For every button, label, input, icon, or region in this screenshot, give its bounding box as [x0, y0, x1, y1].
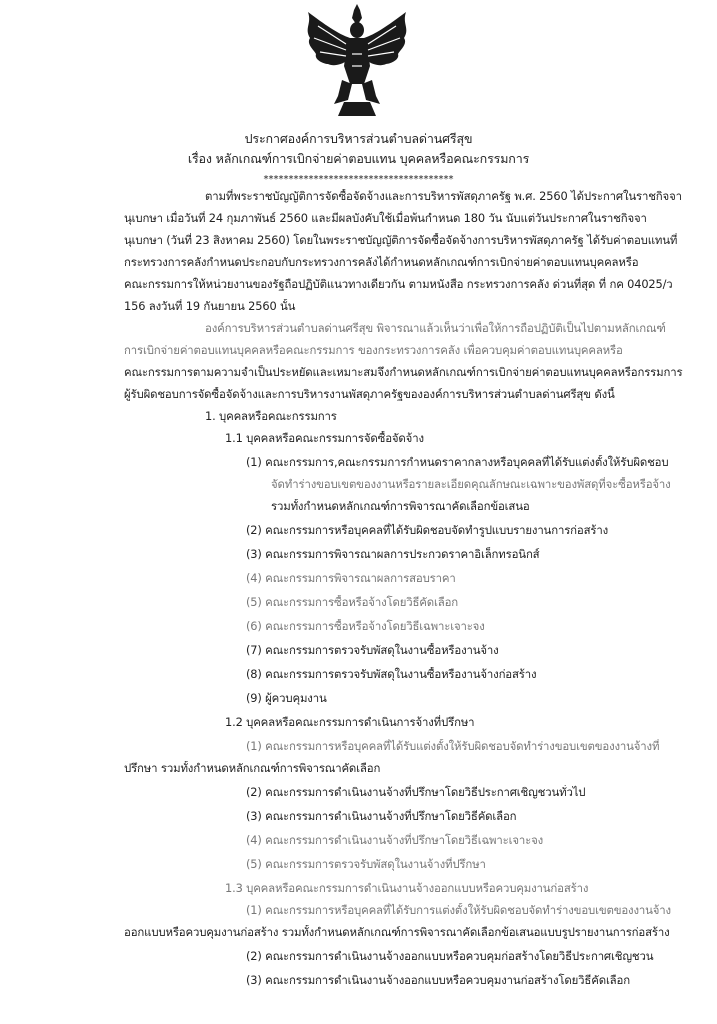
paragraph-2-line: ผู้รับผิดชอบการจัดซื้อจัดจ้างและการบริหารงานพัสดุภาครัฐขององค์การบริหารส่วนตำบลด่านศรีสุข ดังนี้ — [124, 387, 615, 401]
paragraph-1-line: คณะกรรมการให้หน่วยงานของรัฐถือปฏิบัติแนวทางเดียวกัน ตามหนังสือ กระทรวงการคลัง ด่วนที่สุด ที่ กค 04025/ว — [124, 277, 673, 291]
list-item: (1) คณะกรรมการ,คณะกรรมการกำหนดราคากลางหรือบุคคลที่ได้รับแต่งตั้งให้รับผิดชอบ — [246, 455, 669, 469]
paragraph-2-line: คณะกรรมการตามความจำเป็นประหยัดและเหมาะสมจึงกำหนดหลักเกณฑ์การเบิกจ่ายค่าตอบแทนบุคคลหรือกรรมการ — [124, 365, 683, 379]
list-item: (5) คณะกรรมการซื้อหรือจ้างโดยวิธีคัดเลือก — [246, 595, 459, 609]
list-item: จัดทำร่างขอบเขตของงานหรือรายละเอียดคุณลักษณะเฉพาะของพัสดุที่จะซื้อหรือจ้าง — [271, 477, 671, 491]
list-item: ออกแบบหรือควบคุมงานก่อสร้าง รวมทั้งกำหนดหลักเกณฑ์การพิจารณาคัดเลือกข้อเสนอแบบรูปรายงานการก่อสร้าง — [124, 925, 670, 939]
list-item: (1) คณะกรรมการหรือบุคคลที่ได้รับแต่งตั้งให้รับผิดชอบจัดทำร่างขอบเขตของงานจ้างที่ — [246, 739, 660, 753]
paragraph-1-line: ตามที่พระราชบัญญัติการจัดซื้อจัดจ้างและการบริหารพัสดุภาครัฐ พ.ศ. 2560 ได้ประกาศในราชกิจจา — [205, 189, 682, 203]
header-subject: เรื่อง หลักเกณฑ์การเบิกจ่ายค่าตอบแทน บุคคลหรือคณะกรรมการ — [187, 151, 530, 166]
header-separator: ************************************** — [263, 174, 454, 185]
section-1-heading: 1. บุคคลหรือคณะกรรมการ — [205, 409, 337, 423]
paragraph-2-line: การเบิกจ่ายค่าตอบแทนบุคคลหรือคณะกรรมการ ของกระทรวงการคลัง เพื่อควบคุมค่าตอบแทนบุคคลหรือ — [124, 343, 623, 357]
paragraph-1-line: นุเบกษา (วันที่ 23 สิงหาคม 2560) โดยในพระราชบัญญัติการจัดซื้อจัดจ้างการบริหารพัสดุภาครัฐ ได้รับค่าตอบแทนที่ — [124, 233, 678, 247]
list-item: (5) คณะกรรมการตรวจรับพัสดุในงานจ้างที่ปรึกษา — [246, 857, 486, 871]
list-item: (2) คณะกรรมการดำเนินงานจ้างที่ปรึกษาโดยวิธีประกาศเชิญชวนทั่วไป — [246, 785, 586, 799]
list-item: (4) คณะกรรมการดำเนินงานจ้างที่ปรึกษาโดยวิธีเฉพาะเจาะจง — [246, 833, 544, 847]
list-item: (3) คณะกรรมการดำเนินงานจ้างออกแบบหรือควบคุมงานก่อสร้างโดยวิธีคัดเลือก — [246, 973, 630, 987]
list-item: (3) คณะกรรมการดำเนินงานจ้างที่ปรึกษาโดยวิธีคัดเลือก — [246, 809, 517, 823]
list-item: (2) คณะกรรมการหรือบุคคลที่ได้รับผิดชอบจัดทำรูปแบบรายงานการก่อสร้าง — [246, 523, 609, 537]
list-item: รวมทั้งกำหนดหลักเกณฑ์การพิจารณาคัดเลือกข้อเสนอ — [271, 499, 530, 513]
paragraph-2-line: องค์การบริหารส่วนตำบลด่านศรีสุข พิจารณาแล้วเห็นว่าเพื่อให้การถือปฏิบัติเป็นไปตามหลักเกณฑ์ — [205, 321, 666, 335]
section-1-3-heading: 1.3 บุคคลหรือคณะกรรมการดำเนินงานจ้างออกแบบหรือควบคุมงานก่อสร้าง — [225, 881, 589, 895]
list-item: ปรึกษา รวมทั้งกำหนดหลักเกณฑ์การพิจารณาคัดเลือก — [124, 761, 381, 775]
list-item: (4) คณะกรรมการพิจารณาผลการสอบราคา — [246, 571, 456, 585]
list-item: (6) คณะกรรมการซื้อหรือจ้างโดยวิธีเฉพาะเจาะจง — [246, 619, 485, 633]
list-item: (7) คณะกรรมการตรวจรับพัสดุในงานซื้อหรืองานจ้าง — [246, 643, 499, 657]
section-1-1-heading: 1.1 บุคคลหรือคณะกรรมการจัดซื้อจัดจ้าง — [225, 431, 424, 445]
list-item: (3) คณะกรรมการพิจารณาผลการประกวดราคาอิเล็กทรอนิกส์ — [246, 547, 540, 561]
section-1-2-heading: 1.2 บุคคลหรือคณะกรรมการดำเนินการจ้างที่ปรึกษา — [225, 715, 475, 729]
list-item: (9) ผู้ควบคุมงาน — [246, 691, 327, 705]
garuda-emblem-icon — [298, 4, 416, 120]
header-org: ประกาศองค์การบริหารส่วนตำบลด่านศรีสุข — [244, 131, 473, 146]
paragraph-1-line: 156 ลงวันที่ 19 กันยายน 2560 นั้น — [124, 299, 296, 313]
list-item: (2) คณะกรรมการดำเนินงานจ้างออกแบบหรือควบคุมก่อสร้างโดยวิธีประกาศเชิญชวน — [246, 949, 654, 963]
paragraph-1-line: กระทรวงการคลังกำหนดประกอบกับกระทรวงการคลังได้กำหนดหลักเกณฑ์การเบิกจ่ายค่าตอบแทนบุคคลหรือ — [124, 255, 639, 269]
list-item: (8) คณะกรรมการตรวจรับพัสดุในงานซื้อหรืองานจ้างก่อสร้าง — [246, 667, 537, 681]
paragraph-1-line: นุเบกษา เมื่อวันที่ 24 กุมภาพันธ์ 2560 และมีผลบังคับใช้เมื่อพ้นกำหนด 180 วัน นับแต่วันประกาศในราชกิจจา — [124, 211, 647, 225]
list-item: (1) คณะกรรมการหรือบุคคลที่ได้รับการแต่งตั้งให้รับผิดชอบจัดทำร่างขอบเขตของงานจ้าง — [246, 903, 671, 917]
